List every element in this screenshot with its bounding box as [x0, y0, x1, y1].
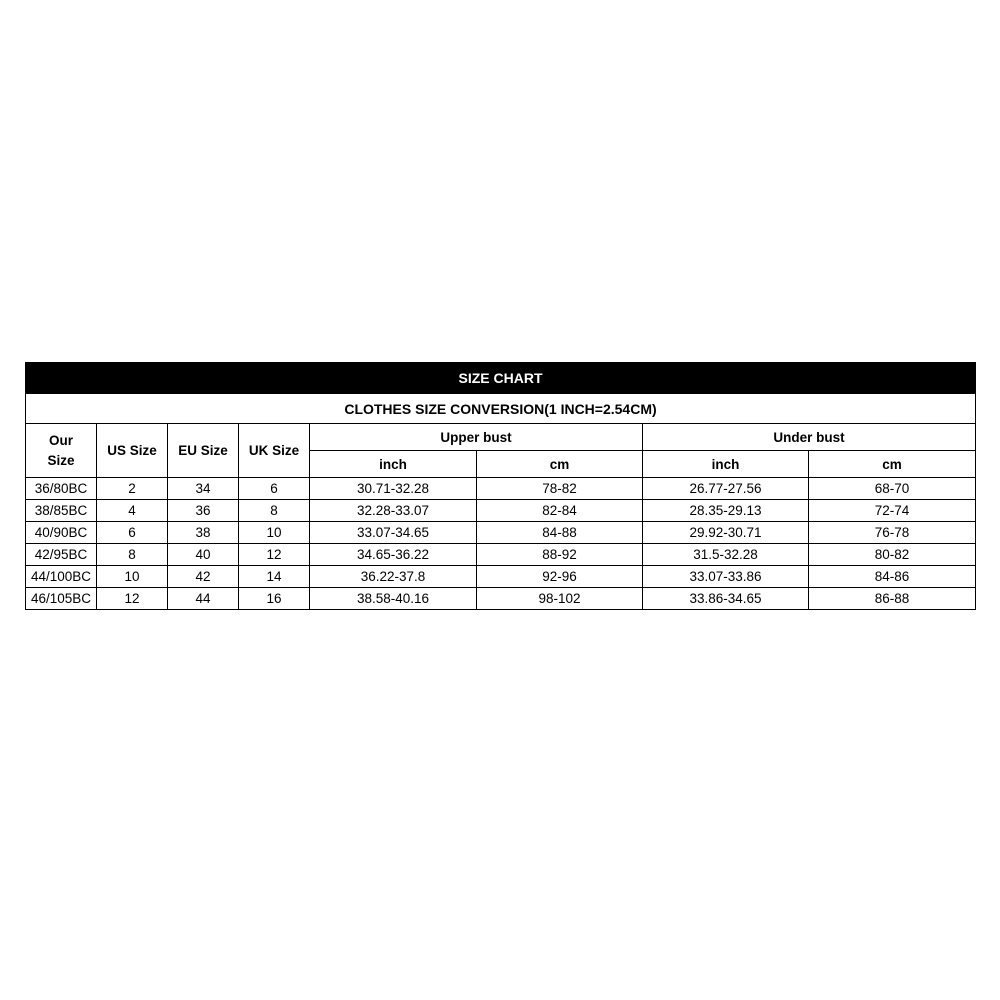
eu-size-cell: 34: [168, 478, 239, 500]
upper-bust-cm-cell: 78-82: [477, 478, 643, 500]
us-size-cell: 8: [97, 544, 168, 566]
under-bust-inch-cell: 29.92-30.71: [643, 522, 809, 544]
under-bust-inch-cell: 31.5-32.28: [643, 544, 809, 566]
header-row-1: [26, 424, 976, 451]
uk-size-cell: 6: [239, 478, 310, 500]
table-row: [26, 522, 976, 544]
upper-bust-cm-cell: 98-102: [477, 588, 643, 610]
under-bust-inch-header: inch: [643, 451, 809, 478]
us-size-cell: 2: [97, 478, 168, 500]
upper-bust-inch-cell: 33.07-34.65: [310, 522, 477, 544]
upper-bust-cm-cell: 92-96: [477, 566, 643, 588]
uk-size-cell: 12: [239, 544, 310, 566]
table-row: [26, 500, 976, 522]
eu-size-cell: 44: [168, 588, 239, 610]
under-bust-cm-cell: 68-70: [809, 478, 976, 500]
upper-bust-inch-cell: 34.65-36.22: [310, 544, 477, 566]
us-size-cell: 12: [97, 588, 168, 610]
our-size-cell: 42/95BC: [26, 544, 97, 566]
under-bust-cm-cell: 72-74: [809, 500, 976, 522]
under-bust-inch-cell: 33.07-33.86: [643, 566, 809, 588]
uk-size-cell: 10: [239, 522, 310, 544]
chart-title: SIZE CHART: [26, 363, 976, 394]
upper-bust-header: Upper bust: [310, 424, 643, 451]
under-bust-inch-cell: 33.86-34.65: [643, 588, 809, 610]
under-bust-cm-cell: 86-88: [809, 588, 976, 610]
our-size-cell: 44/100BC: [26, 566, 97, 588]
chart-subtitle: CLOTHES SIZE CONVERSION(1 INCH=2.54CM): [26, 394, 976, 424]
upper-bust-inch-cell: 30.71-32.28: [310, 478, 477, 500]
table-row: [26, 478, 976, 500]
under-bust-cm-cell: 76-78: [809, 522, 976, 544]
under-bust-cm-cell: 84-86: [809, 566, 976, 588]
under-bust-cm-header: cm: [809, 451, 976, 478]
uk-size-cell: 14: [239, 566, 310, 588]
upper-bust-cm-cell: 84-88: [477, 522, 643, 544]
upper-bust-cm-header: cm: [477, 451, 643, 478]
under-bust-header: Under bust: [643, 424, 976, 451]
under-bust-inch-cell: 26.77-27.56: [643, 478, 809, 500]
upper-bust-inch-cell: 32.28-33.07: [310, 500, 477, 522]
uk-size-cell: 8: [239, 500, 310, 522]
our-size-cell: 36/80BC: [26, 478, 97, 500]
table-row: [26, 566, 976, 588]
uk-size-header: UK Size: [239, 424, 310, 478]
us-size-cell: 10: [97, 566, 168, 588]
our-size-header-label: Our Size: [47, 432, 75, 468]
our-size-cell: 46/105BC: [26, 588, 97, 610]
eu-size-cell: 42: [168, 566, 239, 588]
eu-size-header: EU Size: [168, 424, 239, 478]
upper-bust-cm-cell: 82-84: [477, 500, 643, 522]
upper-bust-cm-cell: 88-92: [477, 544, 643, 566]
subtitle-row: [26, 394, 976, 424]
upper-bust-inch-header: inch: [310, 451, 477, 478]
table-row: [26, 544, 976, 566]
upper-bust-inch-cell: 36.22-37.8: [310, 566, 477, 588]
our-size-header: [26, 424, 97, 478]
us-size-header: US Size: [97, 424, 168, 478]
our-size-cell: 40/90BC: [26, 522, 97, 544]
eu-size-cell: 36: [168, 500, 239, 522]
under-bust-inch-cell: 28.35-29.13: [643, 500, 809, 522]
eu-size-cell: 40: [168, 544, 239, 566]
us-size-cell: 6: [97, 522, 168, 544]
upper-bust-inch-cell: 38.58-40.16: [310, 588, 477, 610]
size-chart: [25, 362, 975, 610]
us-size-cell: 4: [97, 500, 168, 522]
eu-size-cell: 38: [168, 522, 239, 544]
uk-size-cell: 16: [239, 588, 310, 610]
table-row: [26, 588, 976, 610]
title-row: [26, 363, 976, 394]
our-size-cell: 38/85BC: [26, 500, 97, 522]
size-chart-table: [25, 362, 976, 610]
under-bust-cm-cell: 80-82: [809, 544, 976, 566]
